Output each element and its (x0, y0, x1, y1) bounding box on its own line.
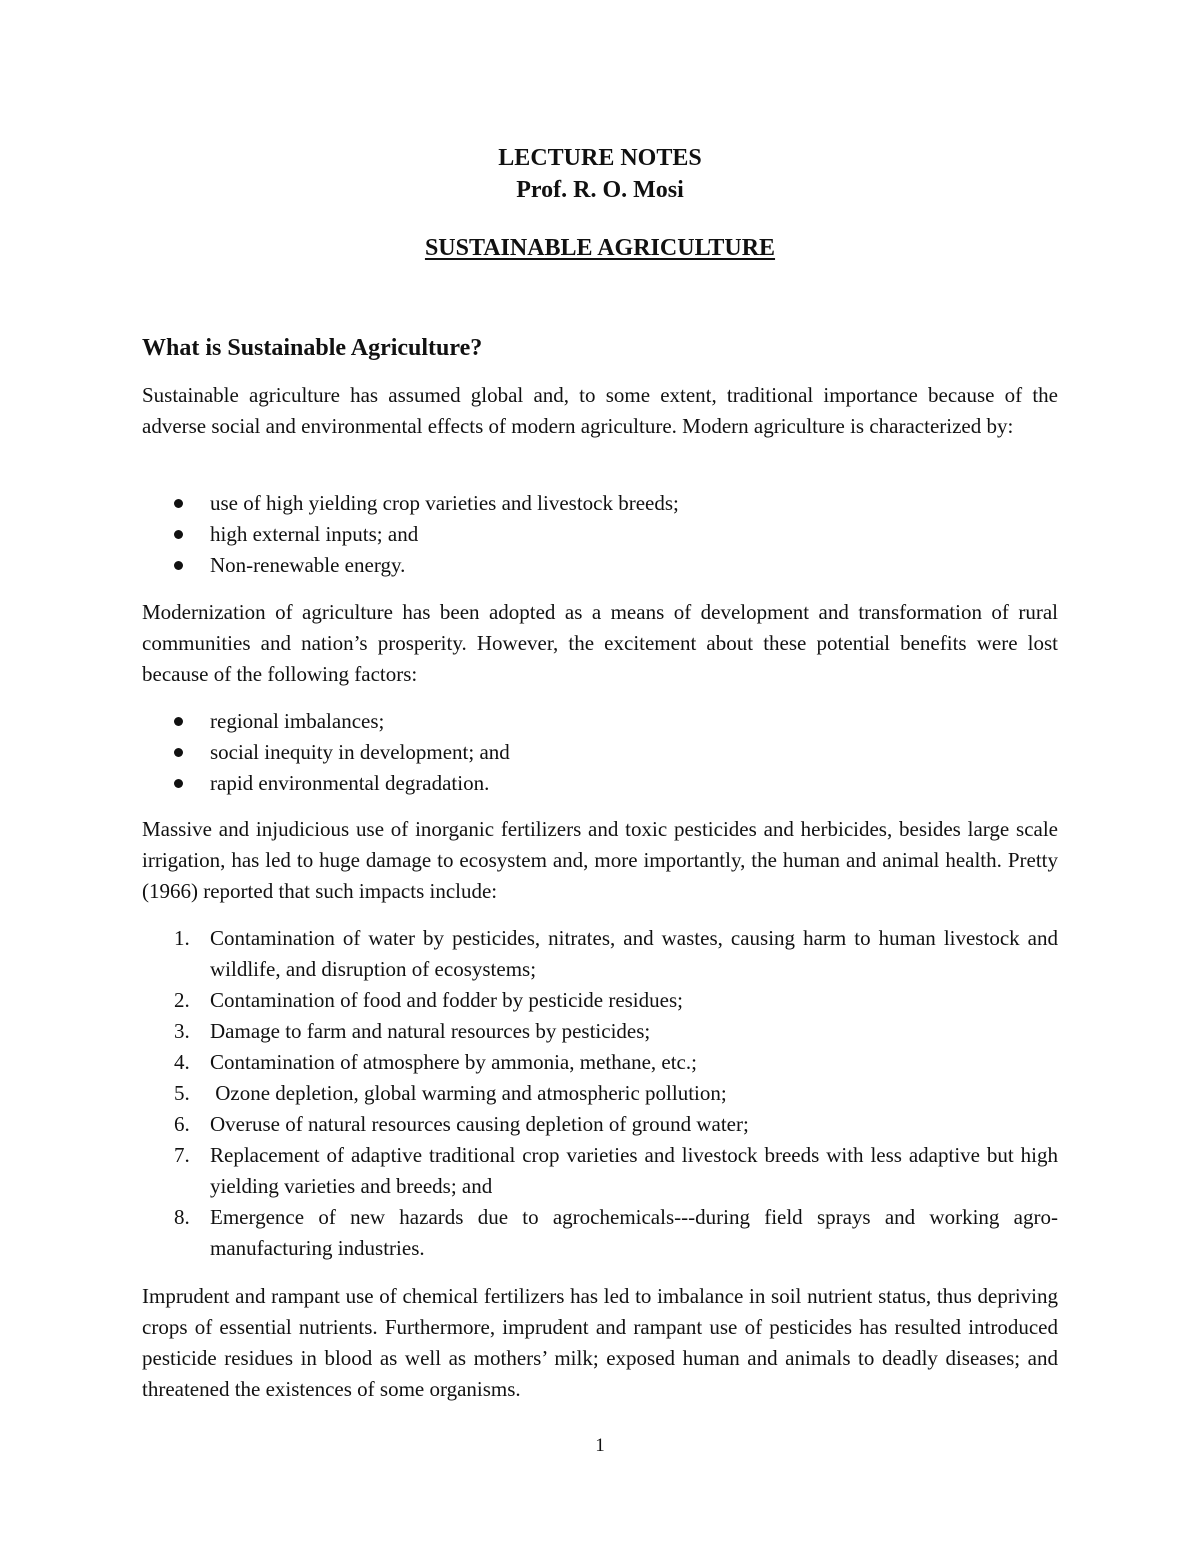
list-item-text: Contamination of water by pesticides, nitrates, and wastes, causing harm to human livestock and wildlife, and disruption of ecosystems; (210, 926, 1058, 981)
bullet-icon (174, 530, 183, 539)
list-item-text: Emergence of new hazards due to agrochemicals---during field sprays and working agro-manufacturing industries. (210, 1205, 1058, 1260)
list-number: 8. (174, 1205, 190, 1229)
bullet-item (142, 488, 1058, 519)
list-number: 5. (174, 1081, 190, 1105)
numbered-list-impacts (142, 923, 1058, 1264)
list-item-text: Contamination of atmosphere by ammonia, methane, etc.; (210, 1050, 697, 1074)
section-heading: What is Sustainable Agriculture? (142, 335, 483, 361)
bullet-text: social inequity in development; and (210, 740, 510, 764)
bullet-item (142, 706, 1058, 737)
list-number: 3. (174, 1019, 190, 1043)
paragraph-modernization: Modernization of agriculture has been adopted as a means of development and transformation of rural communities and nation’s prosperity. However, the excitement about these potential benefits were lost because of the following factors: (142, 600, 1058, 686)
bullet-item (142, 737, 1058, 768)
bullet-icon (174, 561, 183, 570)
paragraph-intro: Sustainable agriculture has assumed global and, to some extent, traditional importance because of the adverse social and environmental effects of modern agriculture. Modern agriculture is characterized by: (142, 383, 1058, 438)
list-number: 4. (174, 1050, 190, 1074)
list-number: 1. (174, 926, 190, 950)
list-item-text: Overuse of natural resources causing depletion of ground water; (210, 1112, 749, 1136)
list-item-text: Ozone depletion, global warming and atmospheric pollution; (210, 1081, 727, 1105)
paragraph-impacts-intro: Massive and injudicious use of inorganic fertilizers and toxic pesticides and herbicides, besides large scale irrigation, has led to huge damage to ecosystem and, more importantly, the human and animal health. Pretty (1966) reported that such impacts include: (142, 817, 1058, 903)
bullet-text: high external inputs; and (210, 522, 419, 546)
list-number: 6. (174, 1112, 190, 1136)
list-item-text: Replacement of adaptive traditional crop varieties and livestock breeds with less adaptive but high yielding varieties and breeds; and (210, 1143, 1058, 1198)
bullet-item (142, 519, 1058, 550)
paragraph-fertilizers: Imprudent and rampant use of chemical fertilizers has led to imbalance in soil nutrient status, thus depriving crops of essential nutrients. Furthermore, imprudent and rampant use of pesticides has resulted introduced pesticide residues in blood as well as mothers’ milk; exposed human and animals to deadly diseases; and threatened the existences of some organisms. (142, 1284, 1058, 1401)
list-item (142, 1078, 1058, 1109)
list-item (142, 1047, 1058, 1078)
list-item (142, 923, 1058, 985)
list-item (142, 1016, 1058, 1047)
document-author: Prof. R. O. Mosi (516, 177, 684, 203)
list-item-text: Damage to farm and natural resources by pesticides; (210, 1019, 651, 1043)
list-number: 7. (174, 1143, 190, 1167)
list-item (142, 1202, 1058, 1264)
list-item (142, 985, 1058, 1016)
bullet-text: regional imbalances; (210, 709, 385, 733)
bullet-list-modern-agriculture (142, 488, 1058, 581)
bullet-item (142, 768, 1058, 799)
bullet-icon (174, 717, 183, 726)
bullet-item (142, 550, 1058, 581)
bullet-icon (174, 779, 183, 788)
bullet-text: Non-renewable energy. (210, 553, 406, 577)
list-item (142, 1140, 1058, 1202)
bullet-icon (174, 748, 183, 757)
bullet-text: rapid environmental degradation. (210, 771, 490, 795)
bullet-icon (174, 499, 183, 508)
list-item-text: Contamination of food and fodder by pesticide residues; (210, 988, 683, 1012)
bullet-text: use of high yielding crop varieties and livestock breeds; (210, 491, 679, 515)
list-number: 2. (174, 988, 190, 1012)
bullet-list-factors (142, 706, 1058, 799)
document-title: LECTURE NOTES (498, 145, 702, 171)
list-item (142, 1109, 1058, 1140)
document-subject: SUSTAINABLE AGRICULTURE (424, 235, 776, 261)
page-number: 1 (595, 1435, 605, 1456)
